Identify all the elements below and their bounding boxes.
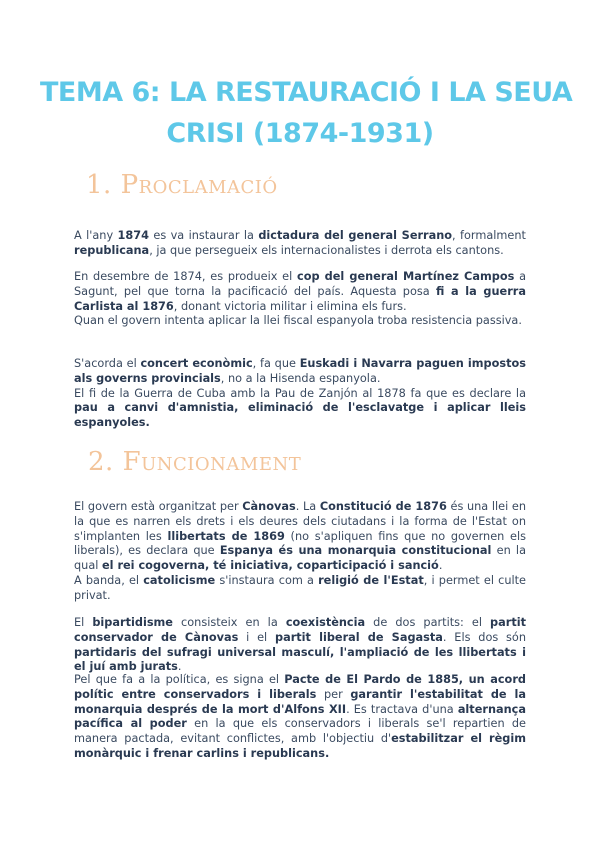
page-title	[40, 72, 573, 154]
paragraph-6: Pel que fa a la política, es signa el Pacte de El Pardo de 1885, un acord polític entre conservadors i liberals per garantir l'estabilitat de la monarquia després de la mort d'Alfons XII. Es tractava d'una alternança pacífica al poder en la que els conservadors i liberals se'l repartien de manera pactada, evitant conflictes, amb l'objectiu d'estabilitzar el règim monàrquic i frenar carlins i republicans.	[74, 673, 527, 760]
paragraph-2: En desembre de 1874, es produeix el cop del general Martínez Campos a Sagunt, pel que torna la pacificació del país. Aquesta posa fi a la guerra Carlista al 1876, donant victoria militar i elimina els furs. Quan el govern intenta aplicar la llei fiscal espanyola troba resistencia passiva.	[74, 270, 527, 328]
paragraph-5: El bipartidisme consisteix en la coexistència de dos partits: el partit conservador de Cànovas i el partit liberal de Sagasta. Els dos són partidaris del sufragi universal masculí, l'ampliació de les llibertats i el juí amb jurats.	[74, 616, 527, 674]
paragraph-4: El govern està organitzat per Cànovas. La Constitució de 1876 és una llei en la que es narren els drets i els deures dels ciutadans i la forma de l'Estat on s'implanten les llibertats de 1869 (no s'apliquen fins que no governen els liberals), es declara que Espanya és una monarquia constitucional en la qual el rei cogoverna, té iniciativa, coparticipació i sanció. A banda, el catolicisme s'instaura com a religió de l'Estat, i permet el culte privat.	[74, 500, 527, 602]
section-heading-funcionament: 2. Funcionament	[88, 447, 302, 477]
section-heading-proclamacio: 1. Proclamació	[86, 170, 278, 200]
paragraph-3: S'acorda el concert econòmic, fa que Euskadi i Navarra paguen impostos als governs provincials, no a la Hisenda espanyola. El fi de la Guerra de Cuba amb la Pau de Zanjón al 1878 fa que es declare la pau a canvi d'amnistia, eliminació de l'esclavatge i aplicar lleis espanyoles.	[74, 357, 526, 430]
paragraph-1: A l'any 1874 es va instaurar la dictadura del general Serrano, formalment republicana, ja que persegueix els internacionalistes i derrota els cantons.	[74, 229, 526, 257]
title-line-1: TEMA 6: LA RESTAURACIÓ I LA SEUA	[40, 77, 573, 108]
title-line-2: CRISI (1874-1931)	[166, 118, 434, 149]
